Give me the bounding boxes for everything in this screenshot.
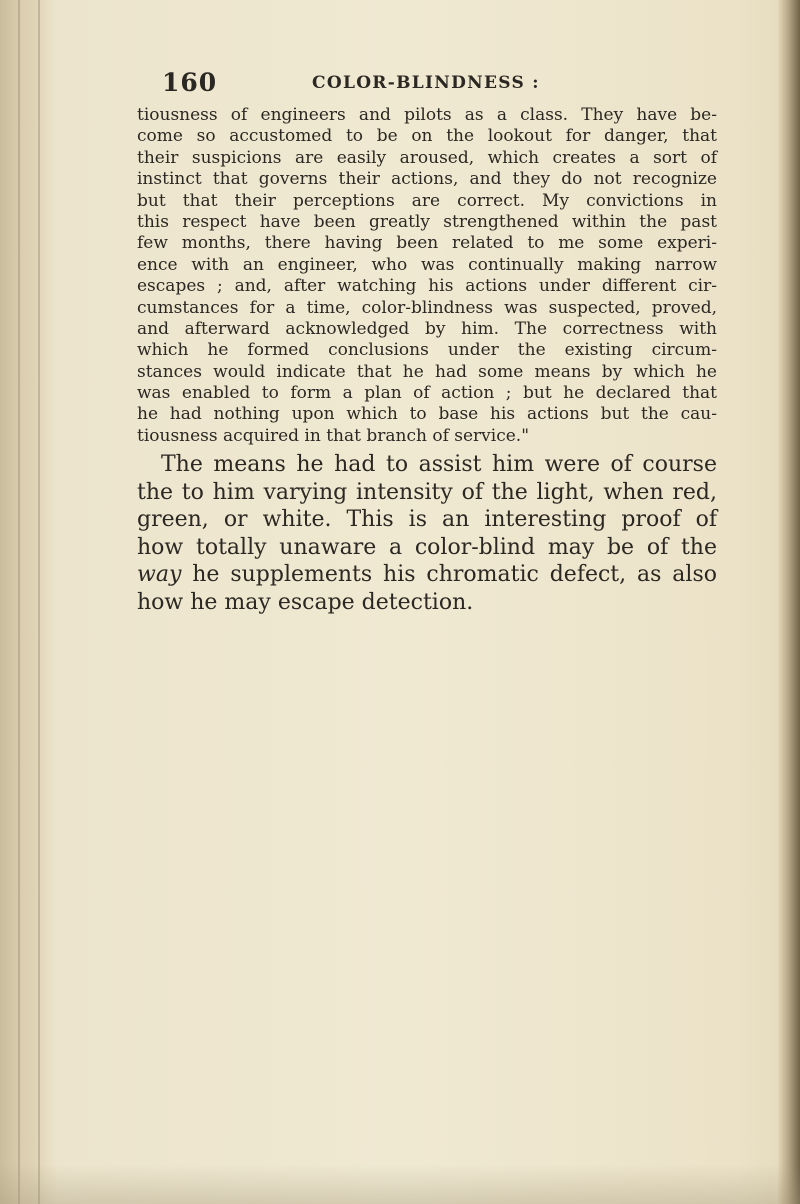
page-number: 160 — [162, 68, 218, 97]
text-line: cumstances for a time, color-blindness was suspected, proved, — [137, 297, 717, 318]
text-line: instinct that governs their actions, and they do not recognize — [137, 169, 717, 190]
text-line: which he formed conclusions under the existing circum- — [137, 340, 717, 361]
text-line: but that their perceptions are correct. My convictions in — [137, 190, 717, 211]
text-line-rest: he supplements his chromatic defect, as also — [181, 562, 717, 588]
page-bottom-shade — [0, 1164, 800, 1204]
running-head — [162, 68, 722, 98]
text-line: how totally unaware a color-blind may be of the — [137, 534, 717, 560]
text-line: stances would indicate that he had some means by which he — [137, 361, 717, 382]
page-edge-shadow — [778, 0, 800, 1204]
text-line: was enabled to form a plan of action ; but he declared that — [137, 383, 717, 404]
text-line: come so accustomed to be on the lookout for danger, that — [137, 126, 717, 147]
gutter-shadow-line — [38, 0, 40, 1204]
running-title: COLOR-BLINDNESS : — [312, 73, 540, 93]
text-line: how he may escape detection. — [137, 589, 474, 615]
binding-gutter — [0, 0, 58, 1204]
text-line: and afterward acknowledged by him. The correctness with — [137, 318, 717, 339]
paragraph-continued — [137, 105, 717, 447]
text-line: few months, there having been related to me some experi- — [137, 233, 717, 254]
text-line: this respect have been greatly strengthened within the past — [137, 211, 717, 232]
text-line-with-emphasis — [137, 561, 717, 589]
text-line: he had nothing upon which to base his actions but the cau- — [137, 404, 717, 425]
text-line: The means he had to assist him were of course — [161, 452, 717, 478]
text-line: green, or white. This is an interesting proof of — [137, 507, 717, 533]
text-line: the to him varying intensity of the light, when red, — [137, 479, 717, 505]
gutter-shadow-line — [18, 0, 20, 1204]
text-line: tiousness acquired in that branch of service." — [137, 425, 530, 446]
text-line: ence with an engineer, who was continually making narrow — [137, 254, 717, 275]
paragraph-large — [137, 451, 717, 616]
text-line: escapes ; and, after watching his actions under different cir- — [137, 276, 717, 297]
text-line: their suspicions are easily aroused, which creates a sort of — [137, 147, 717, 168]
emphasized-word: way — [137, 562, 182, 588]
body-text — [137, 105, 717, 616]
text-line: tiousness of engineers and pilots as a class. They have be- — [137, 105, 717, 125]
